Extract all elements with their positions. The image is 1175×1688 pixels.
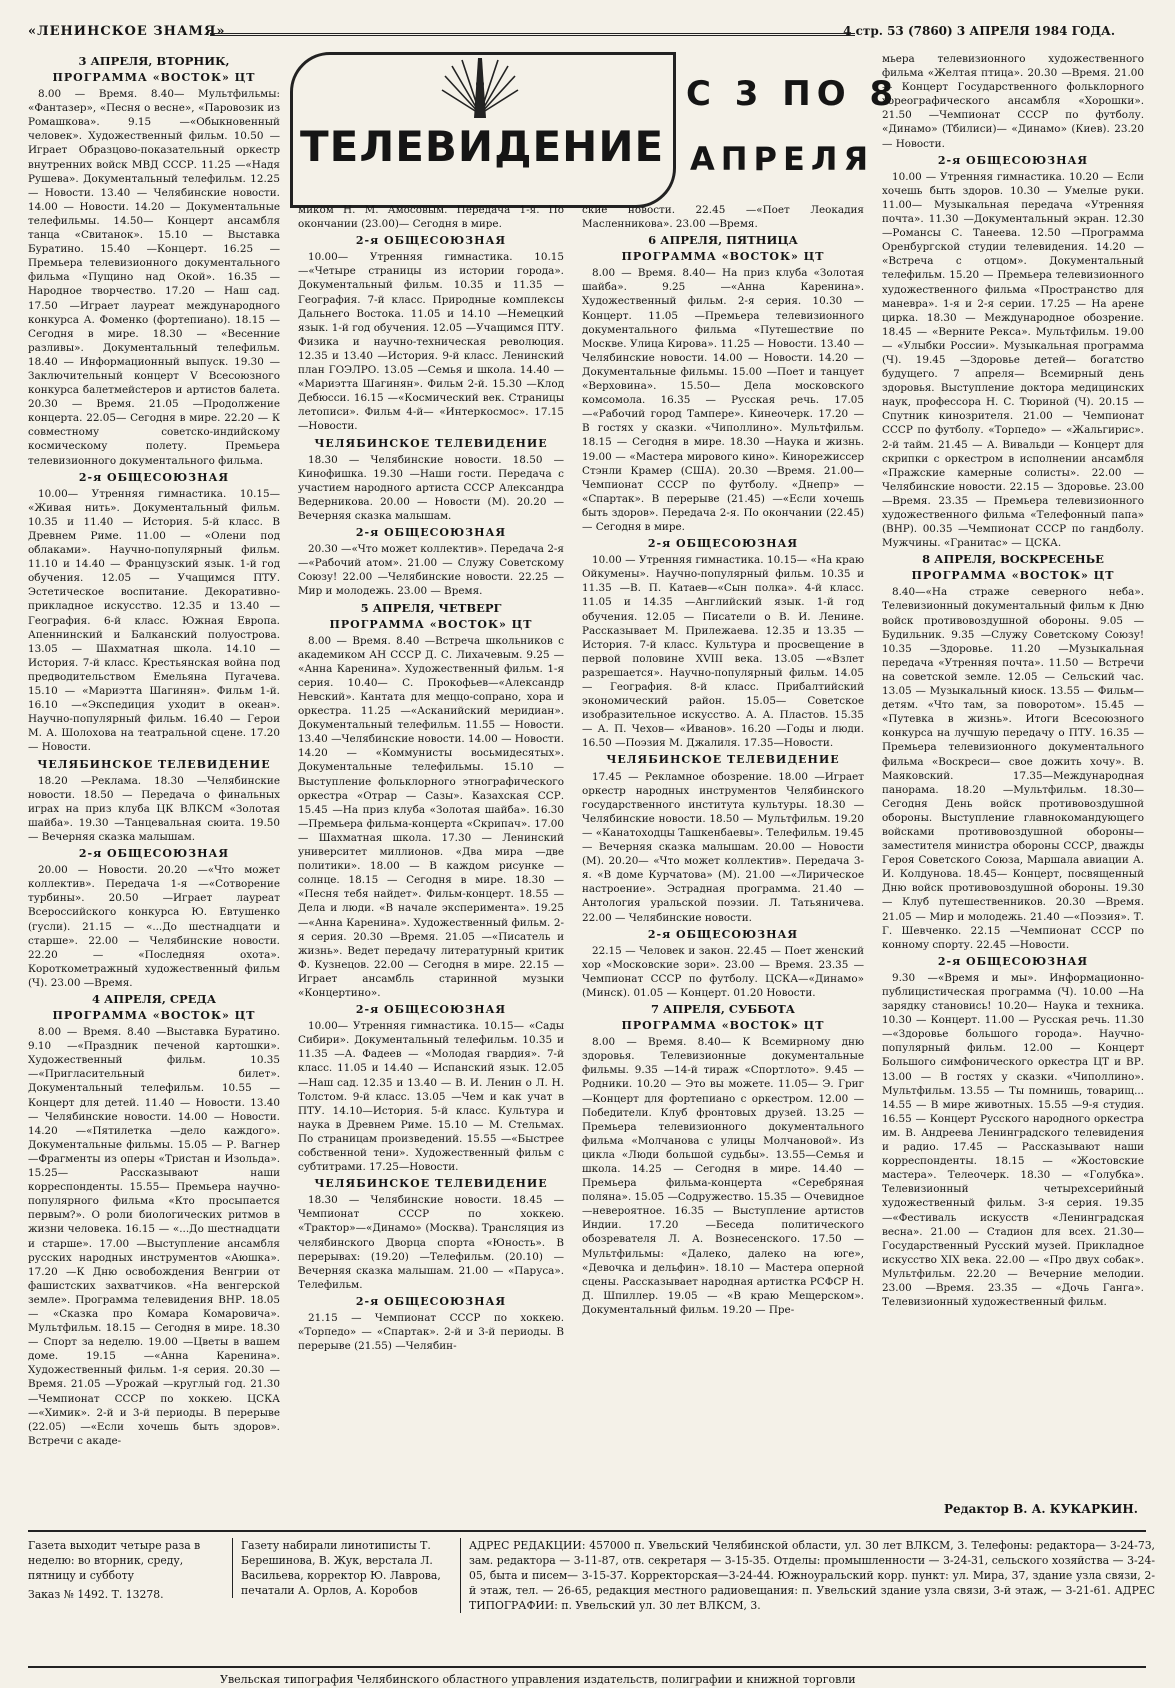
schedule-text: 20.00 — Новости. 20.20 —«Что может коллектив». Передача 1-я —«Сотворение турбины». 20.50 —Играет лауреат Всероссийского конкурса Ю. Евтушенко (гусли). 21.15 — «...До шестнадцати и старше». 22.00 — Челябинские новости. 22.20 — «Последняя охота». Короткометражный художественный фильм (Ч). 23.00 —Время.	[28, 864, 280, 989]
banner-title: ТЕЛЕВИДЕНИЕ	[300, 122, 665, 171]
day-heading: 8 АПРЕЛЯ, ВОСКРЕСЕНЬЕ	[922, 552, 1104, 567]
schedule-text: 8.00 — Время. 8.40— На приз клуба «Золотая шайба». 9.25 —«Анна Каренина». Художественный фильм. 2-я серия. 10.30 — Концерт. 11.05 —Премьера телевизионного документального фильма «Путешествие по Москве. Улица Кирова». 11.25 — Новости. 13.40 —Челябинские новости. 14.00 — Новости. 14.20 —Документальные фильмы. 15.00 —Поет и танцует «Верховина». 15.50— Дела московского комсомола. 16.35 — Русская речь. 17.05 —«Рабочий город Тампере». Кинеочерк. 17.20 — В гостях у сказки. «Чиполлино». Мультфильм. 18.15 — Сегодня в мире. 18.30 —Наука и жизнь. 19.00 — «Мастера мирового кино». Кинорежиссер Стэнли Крамер (США). 20.30 —Время. 21.00— Чемпионат СССР по футболу. «Днепр» — «Спартак». В перерыве (21.45) —«Если хочешь быть здоров». Передача 2-я. По окончании (22.45) — Сегодня в мире.	[582, 267, 864, 533]
schedule-text: 8.00 — Время. 8.40 —Выставка Буратино. 9.10 —«Праздник печеной картошки». Художественный фильм. 10.35 —«Пригласительный билет». Документальный телефильм. 10.55 — Концерт для детей. 11.40 — Новости. 13.40 — Челябинские новости. 14.00 — Новости. 14.20 —«Пятилетка —дело каждого». Документальные фильмы. 15.05 — Р. Вагнер —Фрагменты из оперы «Тристан и Изольда». 15.25— Рассказывают наши корреспонденты. 15.55— Премьера научно-популярного фильма «Кто просыпается первым?». О роли биологических ритмов в жизни человека. 16.15 — «...До шестнадцати и старше». 17.00 —Выступление ансамбля русских народных инструментов «Аюшка». 17.20 —К Дню освобождения Венгрии от фашистских захватчиков. «На венгерской земле». Программа телевидения ВНР. 18.05 — «Сказка про Комара Комаровича». Мультфильм. 18.15 — Сегодня в мире. 18.30 — Спорт за неделю. 19.00 —Цветы в вашем доме. 19.15 —«Анна Каренина». Художественный фильм. 1-я серия. 20.30 — Время. 21.05 —Урожай —круглый год. 21.30—Чемпионат СССР по хоккею. ЦСКА—«Химик». 2-й и 3-й периоды. В перерыве (22.05) —«Если хочешь быть здоров». Встречи с акаде-	[28, 1026, 280, 1447]
footer-rule-top	[28, 1530, 1146, 1532]
banner-dates-line2: АПРЕЛЯ	[690, 140, 875, 178]
tv-banner	[290, 52, 900, 202]
channel-heading: ЧЕЛЯБИНСКОЕ ТЕЛЕВИДЕНИЕ	[37, 757, 271, 771]
order-number: Заказ № 1492. Т. 13278.	[28, 1588, 164, 1601]
channel-heading: 2-я ОБЩЕСОЮЗНАЯ	[78, 847, 230, 861]
footer-staff	[232, 1538, 451, 1598]
channel-heading: ЧЕЛЯБИНСКОЕ ТЕЛЕВИДЕНИЕ	[606, 753, 840, 767]
channel-heading: ЧЕЛЯБИНСКОЕ ТЕЛЕВИДЕНИЕ	[314, 436, 548, 450]
schedule-text: 8.00 — Время. 8.40— Мультфильмы: «Фантазер», «Песня о весне», «Паровозик из Ромашкова». 9.15 —«Обыкновенный человек». Художественный фильм. 10.50 — Играет Образцово-показательный оркестр внутренних войск МВД СССР. 11.25 —«Надя Рушева». Документальный телефильм. 12.25 — Новости. 13.40 — Челябинские новости. 14.00 — Новости. 14.20 — Документальные телефильмы. 14.50— Концерт ансамбля танца «Свитанок». 15.10 — Выставка Буратино. 15.40 —Концерт. 16.25 —Премьера телевизионного документального фильма «Пущино над Окой». 16.35 — Народное творчество. 17.20 — Наш сад. 17.50 —Играет лауреат международного конкурса А. Фоменко (фортепиано). 18.15 — Сегодня в мире. 18.30 — «Весенние разливы». Документальный телефильм. 18.40 — Информационный выпуск. 19.30 — Заключительный концерт V Всесоюзного конкурса балетмейстеров и артистов балета. 20.30 — Время. 21.05 —Продолжение концерта. 22.05— Сегодня в мире. 22.20 — К совместному советско-индийскому космическому полету. Премьера телевизионного документального фильма.	[28, 88, 280, 467]
schedule-text: 21.15 — Чемпионат СССР по хоккею. «Торпедо» — «Спартак». 2-й и 3-й периоды. В перерыве (21.55) —Челябин-	[298, 1312, 564, 1353]
masthead-rule	[210, 33, 855, 36]
schedule-text: 10.00— Утренняя гимнастика. 10.15—«Четыре страницы из истории города». Документальный фильм. 10.35 и 11.35 — География. 7-й класс. Природные комплексы Дальнего Востока. 11.05 и 14.10 —Немецкий язык. 1-й год обучения. 12.05 —Учащимся ПТУ. Физика и научно-техническая революция. 12.35 и 13.40 —История. 9-й класс. Ленинский план ГОЭЛРО. 13.05 —Семья и школа. 14.40 — «Мариэтта Шагинян». Фильм 2-й. 15.30 —Клод Дебюсси. 16.15 —«Космический век. Страницы летописи». Фильм 4-й— «Интеркосмос». 17.15 —Новости.	[298, 251, 564, 433]
channel-heading: ПРОГРАММА «ВОСТОК» ЦТ	[621, 250, 825, 264]
footer-address	[460, 1538, 1155, 1613]
schedule-text: 9.30 —«Время и мы». Информационно-публицистическая программа (Ч). 10.00 —На зарядку становись! 10.20— Наука и техника. 10.30 — Концерт. 11.00 — Русская речь. 11.30 —«Здоровье большого города». Научно-популярный фильм. 12.00 — Концерт Большого симфонического оркестра ЦТ и ВР. 13.00 — В гостях у сказки. «Чиполлино». Мультфильм. 13.55 — Ты помнишь, товарищ... 14.55 — В мире животных. 15.55 —9-я студия. 16.55 — Концерт Русского народного оркестра им. В. Андреева Ленинградского телевидения и радио. 17.45 — Рассказывают наши корреспонденты. 18.15 — «Жостовские мастера». Телеочерк. 18.30 — «Голубка». Телевизионный четырехсерийный художественный фильм. 3-я серия. 19.35 —«Фестиваль искусств «Ленинградская весна». 21.00 — Стадион для всех. 21.30—Государственный Русский музей. Прикладное искусство XIX века. 22.00 — «Про двух собак». Мультфильм. 22.20 — Вечерние мелодии. 23.00 —Время. 23.35 — «Дочь Ганга». Телевизионный художественный фильм.	[882, 971, 1144, 1309]
day-heading: 7 АПРЕЛЯ, СУББОТА	[650, 1002, 796, 1017]
channel-heading: 2-я ОБЩЕСОЮЗНАЯ	[937, 153, 1089, 167]
schedule-text: миком Н. М. Амосовым. Передача 1-я. По окончании (23.00)— Сегодня в мире.	[298, 204, 564, 231]
printer-credit: Увельская типография Челябинского областного управления издательств, полиграфии и книжной торговли	[220, 1673, 856, 1686]
day-heading: 6 АПРЕЛЯ, ПЯТНИЦА	[648, 233, 798, 248]
day-heading: 3 АПРЕЛЯ, ВТОРНИК,	[78, 54, 230, 68]
banner-dates-line1: С 3 ПО 8	[686, 74, 900, 114]
tv-tower-icon	[440, 56, 520, 122]
schedule-text: 8.40—«На страже северного неба». Телевизионный документальный фильм к Дню войск противовоздушной обороны. 9.05 — Будильник. 9.35 —Служу Советскому Союзу! 10.35 —Здоровье. 11.20 —Музыкальная передача «Утренняя почта». 11.50 — Встречи на советской земле. 12.05 — Сельский час. 13.05 — Музыкальный киоск. 13.55 — Фильм—детям. «Что там, за поворотом». 15.45 — «Путевка в жизнь». Итоги Всесоюзного конкурса на лучшую передачу о ПТУ. 16.35 —Премьера телевизионного документального фильма «Воскреси— свое дожить хочу». В. Маяковский. 17.35—Международная панорама. 18.20 —Мультфильм. 18.30— Сегодня День войск противовоздушной обороны. Выступление главнокомандующего войсками противовоздушной обороны— заместителя министра обороны СССР, дважды Героя Советского Союза, Маршала авиации А. И. Колдунова. 18.45— Концерт, посвященный Дню войск противовоздушной обороны. 19.30 — Клуб путешественников. 20.30 —Время. 21.05 — Мир и молодежь. 21.40 —«Поэзия». Т. Г. Шевченко. 22.15 —Чемпионат СССР по конному спорту. 22.45 —Новости.	[882, 586, 1144, 951]
schedule-text: 18.30 — Челябинские новости. 18.50 —Кинофишка. 19.30 —Наши гости. Передача с участием народного артиста СССР Александра Ведерникова. 20.00 — Новости (М). 20.20 — Вечерняя сказка малышам.	[298, 453, 564, 522]
schedule-text: 18.20 —Реклама. 18.30 —Челябинские новости. 18.50 — Передача о финальных играх на приз клуба ЦК ВЛКСМ «Золотая шайба». 19.30 —Танцевальная сюита. 19.50 — Вечерняя сказка малышам.	[28, 774, 280, 843]
schedule-text: 20.30 —«Что может коллектив». Передача 2-я —«Рабочий атом». 21.00 — Служу Советскому Союзу! 22.00 —Челябинские новости. 22.25 —Мир и молодежь. 23.00 — Время.	[298, 543, 564, 598]
staff-credits: Газету набирали линотиписты Т. Берешинова, В. Жук, верстала Л. Васильева, корректор Ю. Лаврова, печатали А. Орлов, А. Коробов	[241, 1539, 441, 1597]
schedule-text: 10.00— Утренняя гимнастика. 10.15— «Живая нить». Документальный фильм. 10.35 и 11.40 — История. 5-й класс. В Древнем Риме. 11.00 — «Олени под облаками». Научно-популярный фильм. 11.10 и 14.40 — Французский язык. 1-й год обучения. 12.05 — Учащимся ПТУ. Эстетическое воспитание. Декоративно-прикладное искусство. 12.35 и 13.40 — География. 6-й класс. Южная Европа. Апеннинский и Балканский полуострова. 13.05 — Шахматная школа. 14.10 — История. 7-й класс. Крестьянская война под предводительством Емельяна Пугачева. 15.10 — «Мариэтта Шагинян». Фильм 1-й. 16.10 —«Экспедиция уходит в океан». Научно-популярный фильм. 16.40 — Герои М. А. Шолохова на театральной сцене. 17.20 — Новости.	[28, 487, 280, 754]
schedule-text: 18.30 — Челябинские новости. 18.45 —Чемпионат СССР по хоккею. «Трактор»—«Динамо» (Москва). Трансляция из челябинского Дворца спорта «Юность». В перерывах: (19.20) —Телефильм. (20.10) — Вечерняя сказка малышам. 21.00 — «Паруса». Телефильм.	[298, 1194, 564, 1291]
column-2	[298, 203, 564, 1525]
column-4	[882, 52, 1144, 1492]
column-1	[28, 52, 280, 1530]
channel-heading: 2-я ОБЩЕСОЮЗНАЯ	[647, 927, 799, 941]
schedule-text: 8.00 — Время. 8.40— К Всемирному дню здоровья. Телевизионные документальные фильмы. 9.35 —14-й тираж «Спортлото». 9.45 — Родники. 10.20 — Это вы можете. 11.05— Э. Григ—Концерт для фортепиано с оркестром. 12.00 — Победители. Клуб фронтовых друзей. 13.25 — Премьера телевизионного документального фильма «Молчанова с улицы Молчановой». Из цикла «Люди большой судьбы». 13.55—Семья и школа. 14.25 — Сегодня в мире. 14.40 — Премьера фильма-концерта «Серебряная поляна». 15.05 —Содружество. 15.35 — Очевидное—невероятное. 16.35 — Выступление артистов Индии. 17.20 —Беседа политического обозревателя Л. А. Вознесенского. 17.50 —Мультфильмы: «Далеко, далеко на юге», «Девочка и дельфин». 18.10 — Мастера оперной сцены. Рассказывает народная артистка РСФСР Н. Д. Шпиллер. 19.05 — «В краю Мещерском». Документальный фильм. 19.20 — Пре-	[582, 1036, 864, 1316]
schedule-text: ские новости. 22.45 —«Поет Леокадия Масленникова». 23.00 —Время.	[582, 204, 864, 231]
publication-name: «ЛЕНИНСКОЕ ЗНАМЯ»	[28, 24, 226, 39]
channel-heading: ПРОГРАММА «ВОСТОК» ЦТ	[329, 617, 533, 631]
channel-heading: ПРОГРАММА «ВОСТОК» ЦТ	[52, 71, 256, 84]
publication-schedule: Газета выходит четыре раза в неделю: во вторник, среду, пятницу и субботу	[28, 1539, 201, 1582]
channel-heading: 2-я ОБЩЕСОЮЗНАЯ	[647, 537, 799, 551]
schedule-text: 10.00— Утренняя гимнастика. 10.15— «Сады Сибири». Документальный телефильм. 10.35 и 11.35 —А. Фадеев — «Молодая гвардия». 7-й класс. 11.05 и 14.40 — Испанский язык. 12.05 —Наш сад. 12.35 и 13.40 — В. И. Ленин о Л. Н. Толстом. 9-й класс. 13.05 —Чем и как учат в ПТУ. 14.10—История. 5-й класс. Культура и наука в Древнем Риме. 15.10 — М. Стельмах. По страницам произведений. 15.55 —«Быстрее собственной тени». Художественный фильм с субтитрами. 17.25—Новости.	[298, 1020, 564, 1174]
footer-schedule	[28, 1538, 218, 1602]
channel-heading: ЧЕЛЯБИНСКОЕ ТЕЛЕВИДЕНИЕ	[314, 1177, 548, 1191]
day-heading: 4 АПРЕЛЯ, СРЕДА	[91, 992, 217, 1006]
channel-heading: ПРОГРАММА «ВОСТОК» ЦТ	[911, 569, 1115, 583]
column-3	[582, 203, 864, 1525]
issue-info: 4 стр. 53 (7860) 3 АПРЕЛЯ 1984 ГОДА.	[843, 24, 1115, 38]
editorial-address: АДРЕС РЕДАКЦИИ: 457000 п. Увельский Челябинской области, ул. 30 лет ВЛКСМ, 3. Телефоны: редактора— 3-24-73, зам. редактора — 3-11-87, отв. секретаря — 3-15-35. Отделы: промышленности — 3-24-31, сельского хозяйства — 3-24-05, быта и писем— 3-15-37. Корректорская—3-24-44. Южноуральский корр. пункт: ул. Мира, 37, здание узла связи, 2-й этаж, тел. — 26-65, редакция местного радиовещания: п. Увельский здание узла связи, 3-й этаж, — 3-21-61. АДРЕС ТИПОГРАФИИ: п. Увельский ул. 30 лет ВЛКСМ, 3.	[469, 1539, 1155, 1612]
schedule-text: 22.15 — Человек и закон. 22.45 — Поет женский хор «Московские зори». 23.00 — Время. 23.35 —Чемпионат СССР по футболу. ЦСКА—«Динамо» (Минск). 01.05 — Концерт. 01.20 Новости.	[582, 944, 864, 999]
footer-rule-bottom	[28, 1666, 1146, 1668]
channel-heading: 2-я ОБЩЕСОЮЗНАЯ	[355, 234, 507, 248]
channel-heading: 2-я ОБЩЕСОЮЗНАЯ	[78, 470, 230, 484]
schedule-text: 10.00 — Утренняя гимнастика. 10.15— «На краю Ойкумены». Научно-популярный фильм. 10.35 и 11.35 —В. П. Катаев—«Сын полка». 4-й класс. 11.05 и 14.35 —Английский язык. 1-й год обучения. 12.05 — Писатели о В. И. Ленине. Рассказывает М. Прилежаева. 12.35 и 13.35 —История. 7-й класс. Культура и просвещение в первой половине XVIII века. 13.05 —«Взлет разрешается». Научно-популярный фильм. 14.05 — География. 8-й класс. Прибалтийский экономический район. 15.05— Советское изобразительное искусство. А. А. Пластов. 15.35 — А. П. Чехов— «Иванов». 16.20 —Годы и люди. 16.50 —Поэзия М. Джалиля. 17.35—Новости.	[582, 554, 864, 750]
channel-heading: 2-я ОБЩЕСОЮЗНАЯ	[937, 954, 1089, 968]
channel-heading: 2-я ОБЩЕСОЮЗНАЯ	[355, 526, 507, 540]
channel-heading: ПРОГРАММА «ВОСТОК» ЦТ	[52, 1009, 256, 1022]
day-heading: 5 АПРЕЛЯ, ЧЕТВЕРГ	[360, 600, 502, 615]
schedule-text: мьера телевизионного художественного фильма «Желтая птица». 20.30 —Время. 21.00 — Концерт Государственного фольклорного хореографического ансамбля «Хорошки». 21.50 —Чемпионат СССР по футболу. «Динамо» (Тбилиси)— «Динамо» (Киев). 23.20 — Новости.	[882, 53, 1144, 150]
schedule-text: 17.45 — Рекламное обозрение. 18.00 —Играет оркестр народных инструментов Челябинского государственного института культуры. 18.30 —Челябинские новости. 18.50 — Мультфильм. 19.20— «Канатоходцы Ташкенбаевы». Телефильм. 19.45 — Вечерняя сказка малышам. 20.00 — Новости (М). 20.20— «Что может коллектив». Передача 3-я. «В доме Курчатова» (М). 21.00 —«Лирическое настроение». Эстрадная программа. 21.40 — Антология уральской поэзии. Л. Татьяничева. 22.00 — Челябинские новости.	[582, 770, 864, 924]
masthead	[0, 0, 1175, 45]
schedule-text: 10.00 — Утренняя гимнастика. 10.20 — Если хочешь быть здоров. 10.30 — Умелые руки. 11.00— Музыкальная передача «Утренняя почта». 11.30 —Документальный экран. 12.30 —Романсы С. Танеева. 12.50 —Программа Оренбургской студии телевидения. 14.20 — «Встреча с отцом». Документальный телефильм. 15.20 — Премьера телевизионного художественного фильма «Пространство для маневра». 1-я и 2-я серии. 17.25 — На арене цирка. 18.30 — Международное обозрение. 18.45 — «Верните Рекса». Мультфильм. 19.00 — «Улыбки России». Музыкальная программа (Ч). 19.45 —Здоровье детей— богатство будущего. 7 апреля— Всемирный день здоровья. Выступление доктора медицинских наук, профессора Н. С. Тюриной (Ч). 20.15 — Спутник кинозрителя. 21.00 — Чемпионат СССР по футболу. «Торпедо» — «Жальгирис». 2-й тайм. 21.45 — А. Вивальди — Концерт для скрипки с оркестром в исполнении ансамбля «Пражские камерные солисты». 22.00 — Челябинские новости. 22.15 — Здоровье. 23.00—Время. 23.35 — Премьера телевизионного художественного фильма «Телефонный папа» (ВНР). 00.35 —Чемпионат СССР по гандболу. Мужчины. «Гранитас» — ЦСКА.	[882, 170, 1144, 550]
channel-heading: 2-я ОБЩЕСОЮЗНАЯ	[355, 1003, 507, 1017]
channel-heading: ПРОГРАММА «ВОСТОК» ЦТ	[621, 1019, 825, 1033]
channel-heading: 2-я ОБЩЕСОЮЗНАЯ	[355, 1294, 507, 1308]
schedule-text: 8.00 — Время. 8.40 —Встреча школьников с академиком АН СССР Д. С. Лихачевым. 9.25 — «Анна Каренина». Художественный фильм. 1-я серия. 10.40— С. Прокофьев—«Александр Невский». Кантата для меццо-сопрано, хора и оркестра. 11.25 —«Асканийский меридиан». Документальный телефильм. 11.55 — Новости. 13.40 —Челябинские новости. 14.00 — Новости. 14.20 — «Коммунисты восьмидесятых». Документальные телефильмы. 15.10 —Выступление фольклорного этнографического оркестра «Отрар — Сазы». Казахская ССР. 15.45 —На приз клуба «Золотая шайба». 16.30 —Премьера фильма-концерта «Скрипач». 17.00 — Шахматная школа. 17.30 — Ленинский университет миллионов. «Два мира —две политики». 18.00 — В каждом рисунке —солнце. 18.15 — Сегодня в мире. 18.30 — «Песня тебя найдет». Фильм-концерт. 18.55 — Дела и люди. «В начале эксперимента». 19.25 —«Анна Каренина». Художественный фильм. 2-я серия. 20.30 —Время. 21.05 —«Писатель и жизнь». Ведет передачу литературный критик Ф. Кузнецов. 22.00 — Сегодня в мире. 22.15 — Играет ансамбль старинной музыки «Концертино».	[298, 634, 564, 999]
editor-credit: Редактор В. А. КУКАРКИН.	[944, 1502, 1138, 1516]
